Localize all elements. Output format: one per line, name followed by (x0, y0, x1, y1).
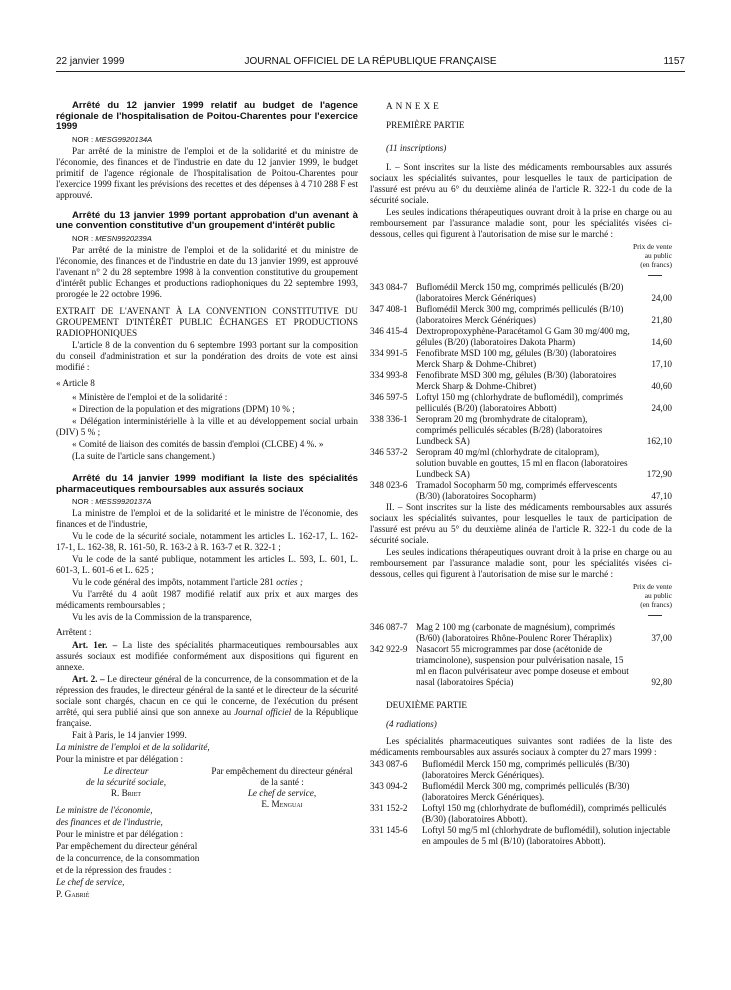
item-description: Dextropropoxyphène-Paracétamol G Gam 30 mg/400 mg, gélules (B/20) (laboratoires Dakota Pharm) (416, 326, 630, 347)
item-description: Buflomédil Merck 150 mg, comprimés pelliculés (B/30) (laboratoires Merck Génériques). (422, 759, 630, 780)
inscription-row (370, 370, 672, 392)
item-code: 346 537-2 (370, 447, 408, 457)
annexe-section-1: I. – Sont inscrites sur la liste des médicaments remboursables aux assurés sociaux les spécialités suivantes, pour lesquelles le taux de participation de l'assuré est prévu au 6° du deuxième alinéa de l'article R. 322-1 du code de la sécurité sociale. (370, 162, 672, 205)
item-price: 92,80 (651, 677, 672, 687)
arrete-3-visa-1: La ministre de l'emploi et de la solidarité et le ministre de l'économie, des finances et de l'industrie, (56, 508, 358, 530)
radiations-list (370, 759, 672, 847)
signature-empechement-2: de la concurrence, de la consommation (56, 853, 200, 864)
item-description: Tramadol Socopharm 50 mg, comprimés effervescents (B/30) (laboratoires Socopharm) (416, 480, 618, 501)
annexe-radiations-intro: Les spécialités pharmaceutiques suivantes sont radiées de la liste des médicaments remboursables aux assurés sociaux à compter du 27 mars 1999 : (370, 736, 672, 757)
item-price: 172,90 (646, 469, 672, 479)
arrete-3-arretent: Arrêtent : (56, 627, 92, 638)
arrete-2-nor: NOR : MESN9920239A (72, 233, 152, 243)
right-column (370, 101, 672, 847)
arrete-2-line-3: « Délégation interministérielle à la ville et au développement social urbain (DIV) 5 % ; (56, 415, 358, 437)
arrete-2-line-1: « Ministère de l'emploi et de la solidarité : (72, 391, 228, 402)
arrete-3-visa-3: Vu le code de la santé publique, notamment les articles L. 593, L. 601, L. 601-3, L. 601-6 et L. 625 ; (56, 554, 358, 576)
arrete-3-visa-5: Vu l'arrêté du 4 août 1987 modifié relatif aux prix et aux marges des médicaments remboursables ; (56, 589, 358, 611)
item-price: 24,00 (651, 403, 672, 413)
inscription-row (370, 282, 672, 304)
inscription-row (370, 622, 672, 644)
annexe-section-2: II. – Sont inscrites sur la liste des médicaments remboursables aux assurés sociaux les spécialités suivantes, pour lesquelles le taux de participation de l'assuré est prévu au 5° du deuxième alinéa de l'article R. 322-1 du code de la sécurité sociale. (370, 502, 672, 545)
item-code: 338 336-1 (370, 414, 408, 424)
annexe-title: ANNEXE (386, 101, 442, 111)
radiation-row (370, 803, 672, 825)
item-code: 346 415-4 (370, 326, 408, 336)
item-price: 37,00 (651, 633, 672, 643)
page-header (56, 56, 685, 70)
arrete-2-body: Par arrêté de la ministre de l'emploi et de la solidarité et du ministre de l'économie, des finances et de l'industrie en date du 13 janvier 1999, est approuvé l'avenant n° 2 du 28 septembre 1998 à la convention constitutive du groupement d'intérêt public Echanges et productions radiophoniques du 22 septembre 1993, prorogée le 22 octobre 1996. (56, 244, 358, 299)
inscription-row (370, 326, 672, 348)
annexe-inscriptions: (11 inscriptions) (386, 143, 447, 153)
arrete-3-article-2: Art. 2. – Le directeur général de la concurrence, de la consommation et de la répression des fraudes, le directeur général de la santé et le directeur de la sécurité sociale sont chargés, chacun en ce qui le concerne, de l'exécution du présent arrêté, qui sera publié ainsi que son annexe au Journal officiel de la République française. (56, 674, 359, 729)
inscription-row (370, 480, 672, 502)
item-price: 14,60 (651, 337, 672, 347)
inscription-row (370, 447, 672, 480)
arrete-2-title: Arrêté du 13 janvier 1999 portant approbation d'un avenant à une convention constitutive d'un groupement d'intérêt public (56, 209, 358, 232)
item-description: Mag 2 100 mg (carbonate de magnésium), comprimés (B/60) (laboratoires Rhône-Poulenc Rorer Théraplix) (416, 622, 616, 643)
arrete-1-title: Arrêté du 12 janvier 1999 relatif au budget de l'agence régionale de l'hospitalisation de Poitou-Charentes pour l'exercice 1999 (56, 100, 358, 133)
item-price: 17,10 (651, 359, 672, 369)
inscription-row (370, 414, 672, 447)
signature-pair: Le directeur de la sécurité sociale, R. Briet Par empêchement du directeur général de la santé : Le chef de service, E. Menguai (85, 766, 353, 810)
header-date: 22 janvier 1999 (56, 56, 125, 67)
item-code: 342 922-9 (370, 644, 408, 654)
item-code: 343 084-7 (370, 282, 408, 292)
item-price: 40,60 (651, 381, 672, 391)
item-description: Loftyl 150 mg (chlorhydrate de buflomédil), comprimés pelliculés (B/30) (laboratoires Abbott). (422, 803, 667, 824)
item-price: 21,80 (651, 315, 672, 325)
item-price: 24,00 (651, 293, 672, 303)
item-code: 331 152-2 (370, 803, 408, 813)
inscription-row (370, 644, 672, 688)
item-code: 346 597-5 (370, 392, 408, 402)
left-column (56, 101, 358, 901)
arrete-1-body: Par arrêté de la ministre de l'emploi et de la solidarité et du ministre de l'économie, des finances et de l'industrie en date du 12 janvier 1999, le budget primitif de l'agence régionale de l'hospitalisation de Poitou-Charentes pour l'exercice 1999 fixant les prévisions des recettes et des dépenses à 4 710 288 F est approuvé. (56, 145, 358, 200)
item-description: Loftyl 50 mg/5 ml (chlorhydrate de buflomédil), solution injectable en ampoules de 5 ml (B/10) (laboratoires Abbott). (422, 825, 671, 846)
arrete-3-fait: Fait à Paris, le 14 janvier 1999. (72, 730, 187, 741)
item-price: 162,10 (646, 436, 672, 446)
arrete-3-title: Arrêté du 14 janvier 1999 modifiant la liste des spécialités pharmaceutiques remboursables aux assurés sociaux (56, 472, 358, 495)
signature-delegation-2: Pour le ministre et par délégation : (56, 829, 184, 840)
inscriptions-list-2 (370, 622, 672, 688)
signature-delegation-1: Pour la ministre et par délégation : (56, 754, 184, 765)
annexe-part-1: PREMIÈRE PARTIE (386, 120, 465, 130)
item-description: Buflomédil Merck 300 mg, comprimés pelliculés (B/30) (laboratoires Merck Génériques). (422, 781, 630, 802)
inscriptions-list-1 (370, 282, 672, 502)
header-page-number: 1157 (663, 56, 685, 67)
inscription-row (370, 348, 672, 370)
item-description: Nasacort 55 microgrammes par dose (acétonide de triamcinolone), suspension pour pulvérisation nasale, 15 ml en flacon pulvérisateur avec pompe doseuse et embout nasal (laboratoires Spécia) (416, 644, 629, 687)
arrete-3-visa-6: Vu les avis de la Commission de la transparence, (72, 612, 252, 623)
item-price: 47,10 (651, 491, 672, 501)
item-description: Buflomédil Merck 300 mg, comprimés pelliculés (B/10) (laboratoires Merck Génériques) (416, 304, 624, 325)
item-code: 343 087-6 (370, 759, 408, 769)
item-code: 334 993-8 (370, 370, 408, 380)
arrete-1-nor: NOR : MESG9920134A (72, 134, 153, 144)
item-code: 334 991-5 (370, 348, 408, 358)
inscription-row (370, 304, 672, 326)
item-code: 343 094-2 (370, 781, 408, 791)
arrete-3-article-1: Art. 1er. – La liste des spécialités pharmaceutiques remboursables aux assurés sociaux est modifiée conformément aux dispositions qui figurent en annexe. (56, 640, 358, 673)
arrete-2-art8-intro: L'article 8 de la convention du 6 septembre 1993 portant sur la composition du conseil d'administration et sur la pondération des droits de vote est ainsi modifié : (56, 339, 358, 372)
signature-ministre-emploi: La ministre de l'emploi et de la solidarité, (56, 742, 210, 753)
arrete-2-line-5: (La suite de l'article sans changement.) (72, 450, 215, 461)
arrete-2-extrait: EXTRAIT DE L'AVENANT À LA CONVENTION CONSTITUTIVE DU GROUPEMENT D'INTÉRÊT PUBLIC ÉCHANGES ET PRODUCTIONS RADIOPHONIQUES (56, 305, 358, 338)
signature-ministre-economie-1: Le ministre de l'économie, (56, 805, 153, 816)
item-description: Seropram 20 mg (bromhydrate de citalopram), comprimés pelliculés sécables (B/28) (laboratoires Lundbeck SA) (416, 414, 603, 446)
price-column-header: Prix de vente au public (en francs) (370, 242, 672, 278)
arrete-3-visa-4: Vu le code général des impôts, notamment l'article 281 octies ; (72, 577, 303, 588)
annexe-part-2: DEUXIÈME PARTIE (386, 700, 468, 710)
header-rule (56, 71, 685, 72)
arrete-2-art8-title: « Article 8 (56, 377, 95, 388)
item-code: 346 087-7 (370, 622, 408, 632)
radiation-row (370, 759, 672, 781)
item-code: 331 145-6 (370, 825, 408, 835)
price-column-header-2: Prix de vente au public (en francs) (370, 582, 672, 618)
inscription-row (370, 392, 672, 414)
item-code: 348 023-6 (370, 480, 408, 490)
signature-chef-service: Le chef de service, (56, 877, 125, 888)
item-description: Loftyl 150 mg (chlorhydrate de buflomédil), comprimés pelliculés (B/20) (laboratoires Abbott) (416, 392, 623, 413)
annexe-section-1-indications: Les seules indications thérapeutiques ouvrant droit à la prise en charge ou au remboursement par l'assurance maladie sont, pour les spécialités visées ci-dessous, celles qui figurent à l'autorisation de mise sur le marché : (370, 207, 672, 239)
arrete-2-line-4: « Comité de liaison des comités de bassin d'emploi (CLCBE) 4 %. » (72, 438, 324, 449)
signature-ministre-economie-2: des finances et de l'industrie, (56, 817, 163, 828)
item-description: Buflomédil Merck 150 mg, comprimés pelliculés (B/20) (laboratoires Merck Génériques) (416, 282, 624, 303)
arrete-3-visa-2: Vu le code de la sécurité sociale, notamment les articles L. 162-17, L. 162-17-1, L. 162-38, R. 161-50, R. 163-2 à R. 163-7 et R. 322-1 ; (56, 531, 358, 553)
signature-empechement-3: et de la répression des fraudes : (56, 865, 172, 876)
annexe-radiations: (4 radiations) (386, 719, 437, 729)
item-description: Seropram 40 mg/ml (chlorhydrate de citalopram), solution buvable en gouttes, 15 ml en flacon (laboratoires Lundbeck SA) (416, 447, 628, 479)
arrete-2-line-2: « Direction de la population et des migrations (DPM) 10 % ; (72, 403, 295, 414)
annexe-section-2-indications: Les seules indications thérapeutiques ouvrant droit à la prise en charge ou au remboursement par l'assurance maladie sont, pour les spécialités visées ci-dessous, celles qui figurent à l'autorisation de mise sur le marché : (370, 547, 672, 579)
radiation-row (370, 781, 672, 803)
item-description: Fenofibrate MSD 300 mg, gélules (B/30) (laboratoires Merck Sharp & Dohme-Chibret) (416, 370, 617, 391)
arrete-3-nor: NOR : MESS9920137A (72, 497, 152, 507)
signature-empechement-1: Par empêchement du directeur général (56, 841, 198, 852)
header-title: JOURNAL OFFICIEL DE LA RÉPUBLIQUE FRANÇAISE (244, 56, 497, 67)
signature-gabrie: P. Gabrié (56, 889, 90, 900)
radiation-row (370, 825, 672, 847)
item-code: 347 408-1 (370, 304, 408, 314)
item-description: Fenofibrate MSD 100 mg, gélules (B/30) (laboratoires Merck Sharp & Dohme-Chibret) (416, 348, 617, 369)
